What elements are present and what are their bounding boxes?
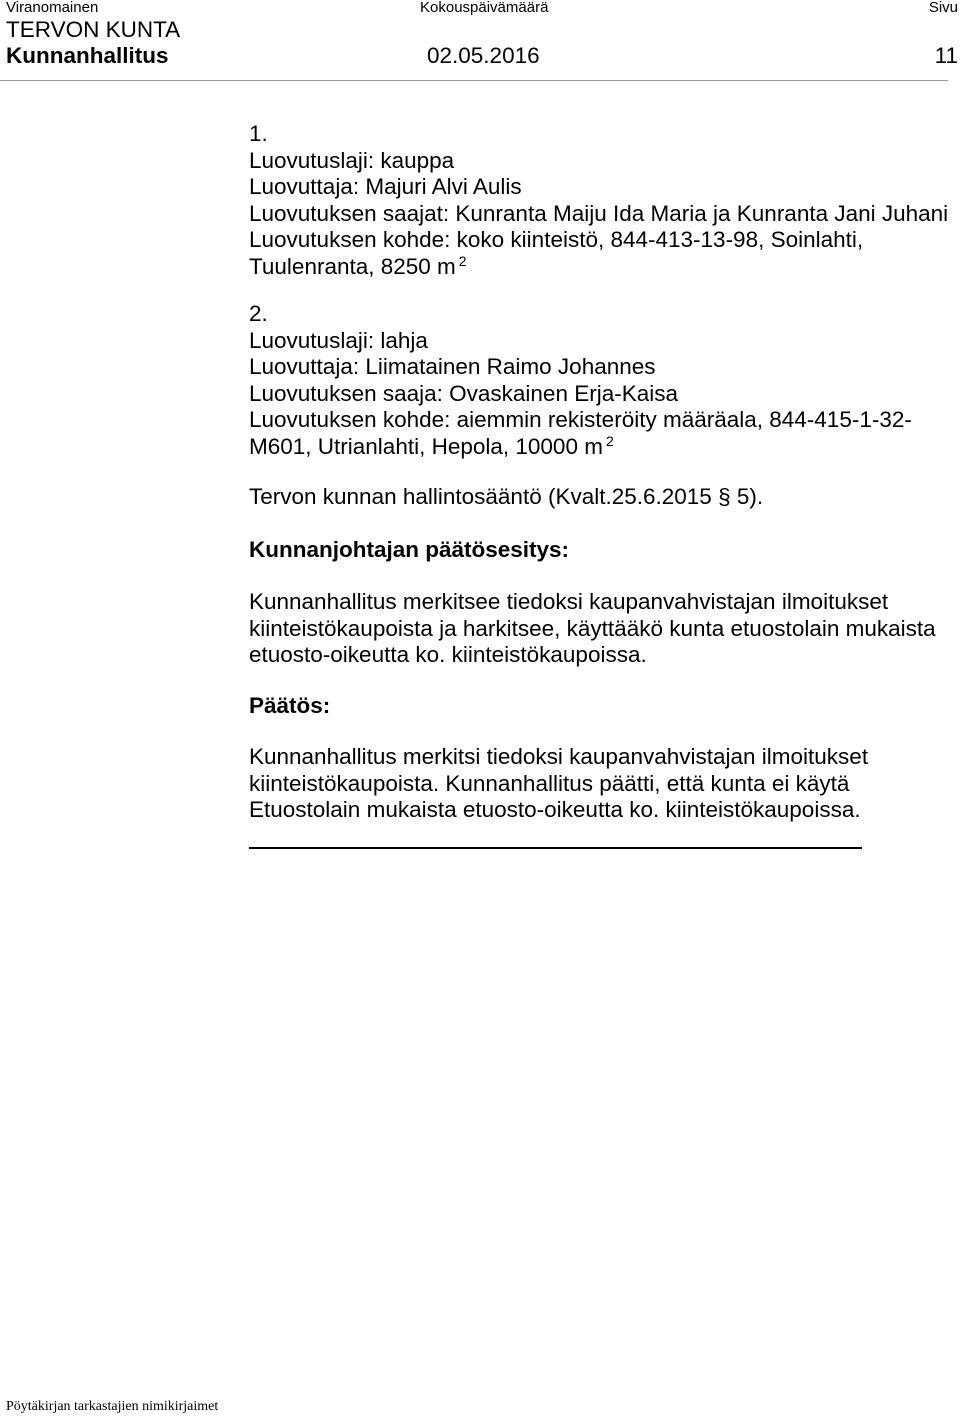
proposal-text [249,589,936,669]
transfer-number: 2. [249,301,268,326]
authority-label: Viranomainen [6,0,99,16]
transfer-transferor: Luovuttaja: Majuri Alvi Aulis [249,174,522,200]
decision-line: Etuostolain mukaista etuosto-oikeutta ko. kiinteistökaupoissa. [249,797,861,823]
page-label: Sivu [928,0,958,16]
transfer-type: Luovutuslaji: kauppa [249,147,455,173]
transfer-number: 1. [249,121,268,146]
transfer-object-line-1: Luovutuksen kohde: aiemmin rekisteröity määräala, 844-415-1-32- [249,407,912,433]
decision-line: Kunnanhallitus merkitsi tiedoksi kaupanvahvistajan ilmoitukset [249,744,869,769]
proposal-line: etuosto-oikeutta ko. kiinteistökaupoissa. [249,642,647,668]
area-unit-superscript: 2 [605,432,614,449]
meeting-body: Kunnanhallitus [6,43,169,68]
proposal-heading: Kunnanjohtajan päätösesitys: [249,537,570,562]
transfer-object-line-2 [249,254,948,281]
transfer-recipient: Luovutuksen saajat: Kunranta Maiju Ida Maria ja Kunranta Jani Juhani [249,200,949,226]
transfer-item [249,121,948,281]
organization-name: TERVON KUNTA [6,17,181,42]
reviewer-initials-label: Pöytäkirjan tarkastajien nimikirjaimet [6,1399,219,1414]
decision-heading: Päätös: [249,693,331,718]
transfer-object-line-2 [249,434,912,461]
transfer-item [249,301,912,461]
header-divider [0,80,948,81]
meeting-date: 02.05.2016 [427,43,540,68]
decision-line: kiinteistökaupoista. Kunnanhallitus päätti, että kunta ei käytä [249,770,850,796]
page-number: 11 [934,43,958,68]
transfer-object-area: Tuulenranta, 8250 m [249,253,456,279]
proposal-line: kiinteistökaupoista ja harkitsee, käyttääkö kunta etuostolain mukaista [249,615,936,641]
decision-text [249,744,868,824]
transfer-transferor: Luovuttaja: Liimatainen Raimo Johannes [249,354,656,380]
transfer-object-line-1: Luovutuksen kohde: koko kiinteistö, 844-413-13-98, Soinlahti, [249,227,864,253]
area-unit-superscript: 2 [458,252,467,269]
transfer-object-area: M601, Utrianlahti, Hepola, 10000 m [249,433,603,459]
section-end-rule [249,847,862,849]
proposal-line: Kunnanhallitus merkitsee tiedoksi kaupanvahvistajan ilmoitukset [249,589,889,614]
transfer-recipient: Luovutuksen saaja: Ovaskainen Erja-Kaisa [249,380,678,406]
meeting-date-label: Kokouspäivämäärä [420,0,549,16]
regulation-reference: Tervon kunnan hallintosääntö (Kvalt.25.6.2015 § 5). [249,484,764,509]
transfer-type: Luovutuslaji: lahja [249,327,428,353]
